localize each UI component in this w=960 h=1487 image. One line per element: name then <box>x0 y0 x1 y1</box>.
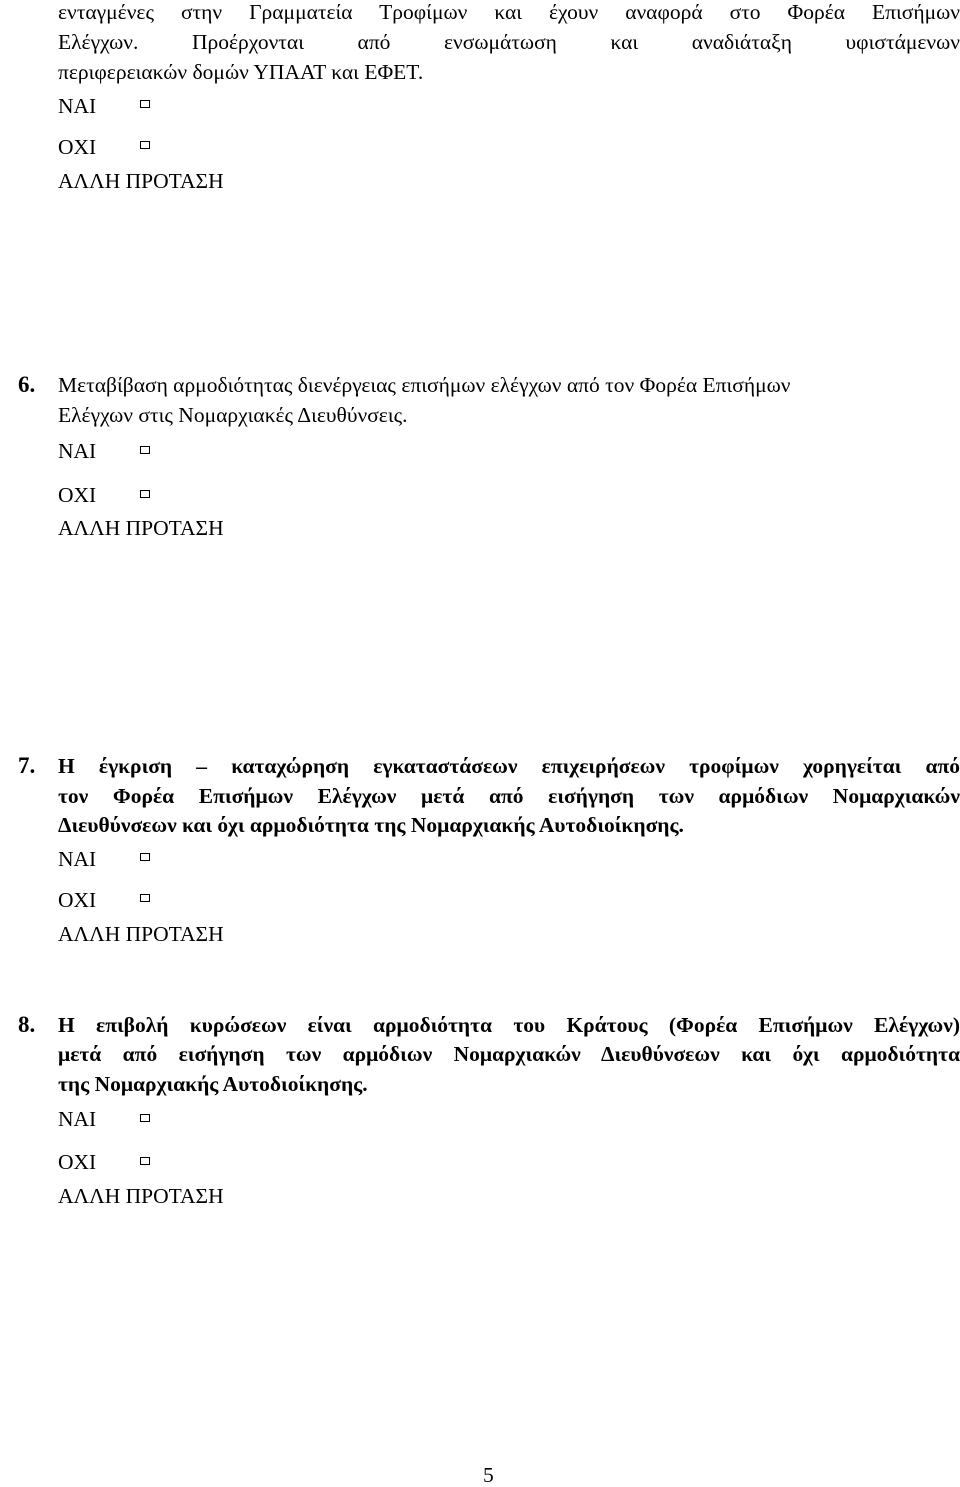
option-no-label: ΟΧΙ <box>58 1150 97 1174</box>
option-other-label: ΑΛΛΗ ΠΡΟΤΑΣΗ <box>58 922 224 946</box>
question-text-line: Ελέγχων στις Νομαρχιακές Διευθύνσεις. <box>58 403 408 427</box>
checkbox-yes[interactable] <box>140 1114 150 1122</box>
checkbox-yes[interactable] <box>140 100 150 108</box>
option-yes-label: ΝΑΙ <box>58 94 97 118</box>
question-text-line: Μεταβίβαση αρμοδιότητας διενέργειας επισήμων ελέγχων από τον Φορέα Επισήμων <box>58 373 791 397</box>
option-other-label: ΑΛΛΗ ΠΡΟΤΑΣΗ <box>58 1184 224 1208</box>
intro-line-1: ενταγμένες στην Γραμματεία Τροφίμων και έχουν αναφορά στο Φορέα Επισήμων <box>58 0 960 24</box>
checkbox-no[interactable] <box>140 1157 150 1165</box>
question-number: 6. <box>18 372 36 397</box>
question-text-line: Η έγκριση – καταχώρηση εγκαταστάσεων επιχειρήσεων τροφίμων χορηγείται από <box>58 754 960 778</box>
question-text-line: της Νομαρχιακής Αυτοδιοίκησης. <box>58 1072 368 1096</box>
question-number: 7. <box>18 753 36 778</box>
intro-line-2: Ελέγχων. Προέρχονται από ενσωμάτωση και αναδιάταξη υφιστάμενων <box>58 30 960 54</box>
option-yes-label: ΝΑΙ <box>58 1107 97 1131</box>
intro-line-3: περιφερειακών δομών ΥΠΑΑΤ και ΕΦΕΤ. <box>58 60 424 84</box>
option-other-label: ΑΛΛΗ ΠΡΟΤΑΣΗ <box>58 169 224 193</box>
question-text-line: τον Φορέα Επισήμων Ελέγχων μετά από εισήγηση των αρμόδιων Νομαρχιακών <box>58 784 960 808</box>
option-yes-label: ΝΑΙ <box>58 847 97 871</box>
option-yes-label: ΝΑΙ <box>58 439 97 463</box>
checkbox-no[interactable] <box>140 490 150 498</box>
checkbox-no[interactable] <box>140 894 150 902</box>
question-text-line: Η επιβολή κυρώσεων είναι αρμοδιότητα του Κράτους (Φορέα Επισήμων Ελέγχων) <box>58 1013 960 1037</box>
option-other-label: ΑΛΛΗ ΠΡΟΤΑΣΗ <box>58 516 224 540</box>
option-no-label: ΟΧΙ <box>58 888 97 912</box>
question-number: 8. <box>18 1012 36 1037</box>
checkbox-yes[interactable] <box>140 446 150 454</box>
option-no-label: ΟΧΙ <box>58 483 97 507</box>
checkbox-yes[interactable] <box>140 853 150 861</box>
question-text-line: Διευθύνσεων και όχι αρμοδιότητα της Νομαρχιακής Αυτοδιοίκησης. <box>58 813 684 837</box>
question-text-line: μετά από εισήγηση των αρμόδιων Νομαρχιακών Διευθύνσεων και όχι αρμοδιότητα <box>58 1042 960 1066</box>
page-number: 5 <box>483 1463 494 1487</box>
checkbox-no[interactable] <box>140 141 150 149</box>
option-no-label: ΟΧΙ <box>58 135 97 159</box>
